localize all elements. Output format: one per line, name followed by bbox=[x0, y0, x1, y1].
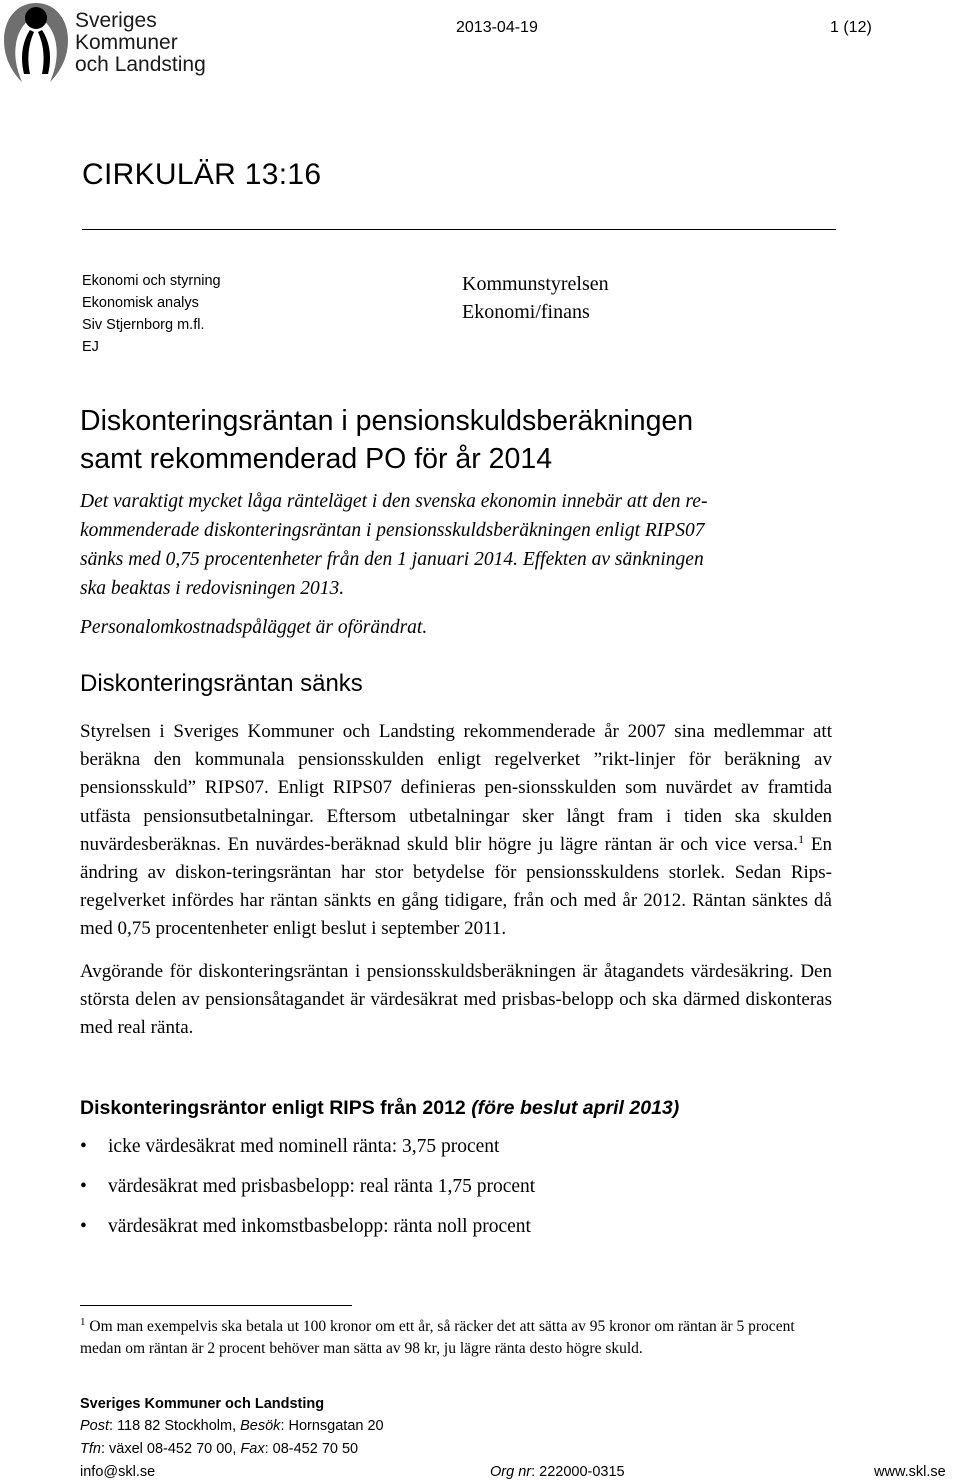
footnote-reference[interactable]: 1 bbox=[798, 831, 805, 846]
footnote-number: 1 bbox=[80, 1316, 86, 1328]
footer-org-number bbox=[490, 1464, 625, 1480]
document-date: 2013-04-19 bbox=[456, 19, 538, 36]
paragraph bbox=[80, 718, 832, 944]
paragraph-text: En ändring av diskon-teringsräntan har stor betydelse för pensionsskuldens storlek. Sedan Rips-regelverket infördes har räntan sänkts en gång tidigare, från och med år 2012. Räntan sänktes då med 0,75 procentenheter enligt beslut i september 2011. bbox=[80, 833, 832, 940]
footnote-divider bbox=[80, 1305, 352, 1306]
recipient-line: Ekonomi/finans bbox=[462, 301, 590, 323]
visit-label: Besök bbox=[240, 1418, 281, 1434]
phone-value: : växel 08-452 70 00, bbox=[100, 1441, 241, 1457]
logo-wordmark bbox=[75, 10, 206, 76]
orgnr-value: : 222000-0315 bbox=[531, 1464, 625, 1480]
footer-email-link[interactable]: info@skl.se bbox=[80, 1464, 156, 1480]
footer-address bbox=[80, 1418, 384, 1434]
list-item-text: värdesäkrat med inkomstbasbelopp: ränta noll procent bbox=[108, 1216, 531, 1237]
body-text bbox=[80, 718, 832, 1056]
fax-value: : 08-452 70 50 bbox=[264, 1441, 359, 1457]
post-label: Post bbox=[80, 1418, 110, 1434]
list-item bbox=[80, 1212, 535, 1252]
summary-line: kommenderade diskonteringsräntan i pensionsskuldsberäkningen enligt RIPS07 bbox=[80, 520, 705, 541]
logo-line-3: och Landsting bbox=[75, 53, 206, 76]
footnote bbox=[80, 1316, 825, 1360]
recipient-block bbox=[462, 270, 609, 326]
orgnr-label: Org nr bbox=[490, 1464, 532, 1480]
circular-title: CIRKULÄR 13:16 bbox=[82, 158, 322, 191]
list-item bbox=[80, 1132, 535, 1172]
sender-block bbox=[82, 270, 221, 358]
summary bbox=[80, 487, 840, 603]
summary-note: Personalomkostnadspålägget är oförändrat. bbox=[80, 617, 428, 638]
summary-line: sänks med 0,75 procentenheter från den 1 januari 2014. Effekten av sänkningen bbox=[80, 549, 704, 570]
footnote-text: Om man exempelvis ska betala ut 100 kronor om ett år, så räcker det att sätta av 95 kronor om räntan är 5 procent medan om räntan är 2 procent behöver man sätta av 98 kr, ju lägre ränta desto högre skuld. bbox=[80, 1318, 795, 1357]
bullet-icon: • bbox=[80, 1216, 87, 1237]
sender-line: Ekonomi och styrning bbox=[82, 273, 221, 289]
footer-org-name: Sveriges Kommuner och Landsting bbox=[80, 1396, 325, 1412]
bullet-icon: • bbox=[80, 1176, 87, 1197]
section-heading: Diskonteringsräntan sänks bbox=[80, 670, 363, 697]
rips-heading-text: Diskonteringsräntor enligt RIPS från 2012 bbox=[80, 1097, 466, 1119]
summary-line: Det varaktigt mycket låga ränteläget i den svenska ekonomin innebär att den re- bbox=[80, 491, 708, 512]
paragraph-text: Styrelsen i Sveriges Kommuner och Landsting rekommenderade år 2007 sina medlemmar att beräkna den kommunala pensionsskulden enligt regelverket ”rikt-linjer för beräkning av pensionsskuld” RIPS07. Enligt RIPS07 definieras pen-sionsskulden som nuvärdet av framtida utfästa pensionsutbetalningar. Eftersom utbetalningar sker långt fram i tiden ska skulden nuvärdesberäknas. En nuvärdes-beräknad skuld blir högre ju lägre räntan är och vice versa. bbox=[80, 721, 832, 855]
summary-line: ska beaktas i redovisningen 2013. bbox=[80, 578, 345, 599]
list-item bbox=[80, 1172, 535, 1212]
rips-heading bbox=[80, 1097, 679, 1120]
visit-value: : Hornsgatan 20 bbox=[280, 1418, 384, 1434]
footer-website-link[interactable]: www.skl.se bbox=[874, 1464, 946, 1480]
fax-label: Fax bbox=[240, 1441, 265, 1457]
bullet-icon: • bbox=[80, 1136, 87, 1157]
main-heading-line: Diskonteringsräntan i pensionskuldsberäkningen bbox=[80, 405, 694, 437]
sender-line: EJ bbox=[82, 339, 99, 355]
footer-phone bbox=[80, 1441, 358, 1457]
phone-label: Tfn bbox=[80, 1441, 101, 1457]
rips-heading-italic: (före beslut april 2013) bbox=[471, 1097, 680, 1119]
logo-line-2: Kommuner bbox=[75, 31, 178, 54]
sender-line: Siv Stjernborg m.fl. bbox=[82, 317, 205, 333]
skl-logo-mark bbox=[0, 0, 72, 88]
sender-line: Ekonomisk analys bbox=[82, 295, 199, 311]
logo-line-1: Sveriges bbox=[75, 9, 157, 32]
title-divider bbox=[82, 229, 836, 230]
main-heading-line: samt rekommenderad PO för år 2014 bbox=[80, 443, 553, 475]
recipient-line: Kommunstyrelsen bbox=[462, 273, 609, 295]
paragraph: Avgörande för diskonteringsräntan i pensionsskuldsberäkningen är åtagandets värdesäkring. Den största delen av pensionsåtagandet är värdesäkrat med prisbas-belopp och ska därmed diskonteras med real ränta. bbox=[80, 960, 832, 1039]
main-heading bbox=[80, 402, 693, 478]
list-item-text: icke värdesäkrat med nominell ränta: 3,75 procent bbox=[108, 1136, 500, 1157]
rips-list bbox=[80, 1132, 535, 1252]
post-value: : 118 82 Stockholm, bbox=[109, 1418, 241, 1434]
page-number: 1 (12) bbox=[830, 19, 872, 36]
list-item-text: värdesäkrat med prisbasbelopp: real ränta 1,75 procent bbox=[108, 1176, 536, 1197]
